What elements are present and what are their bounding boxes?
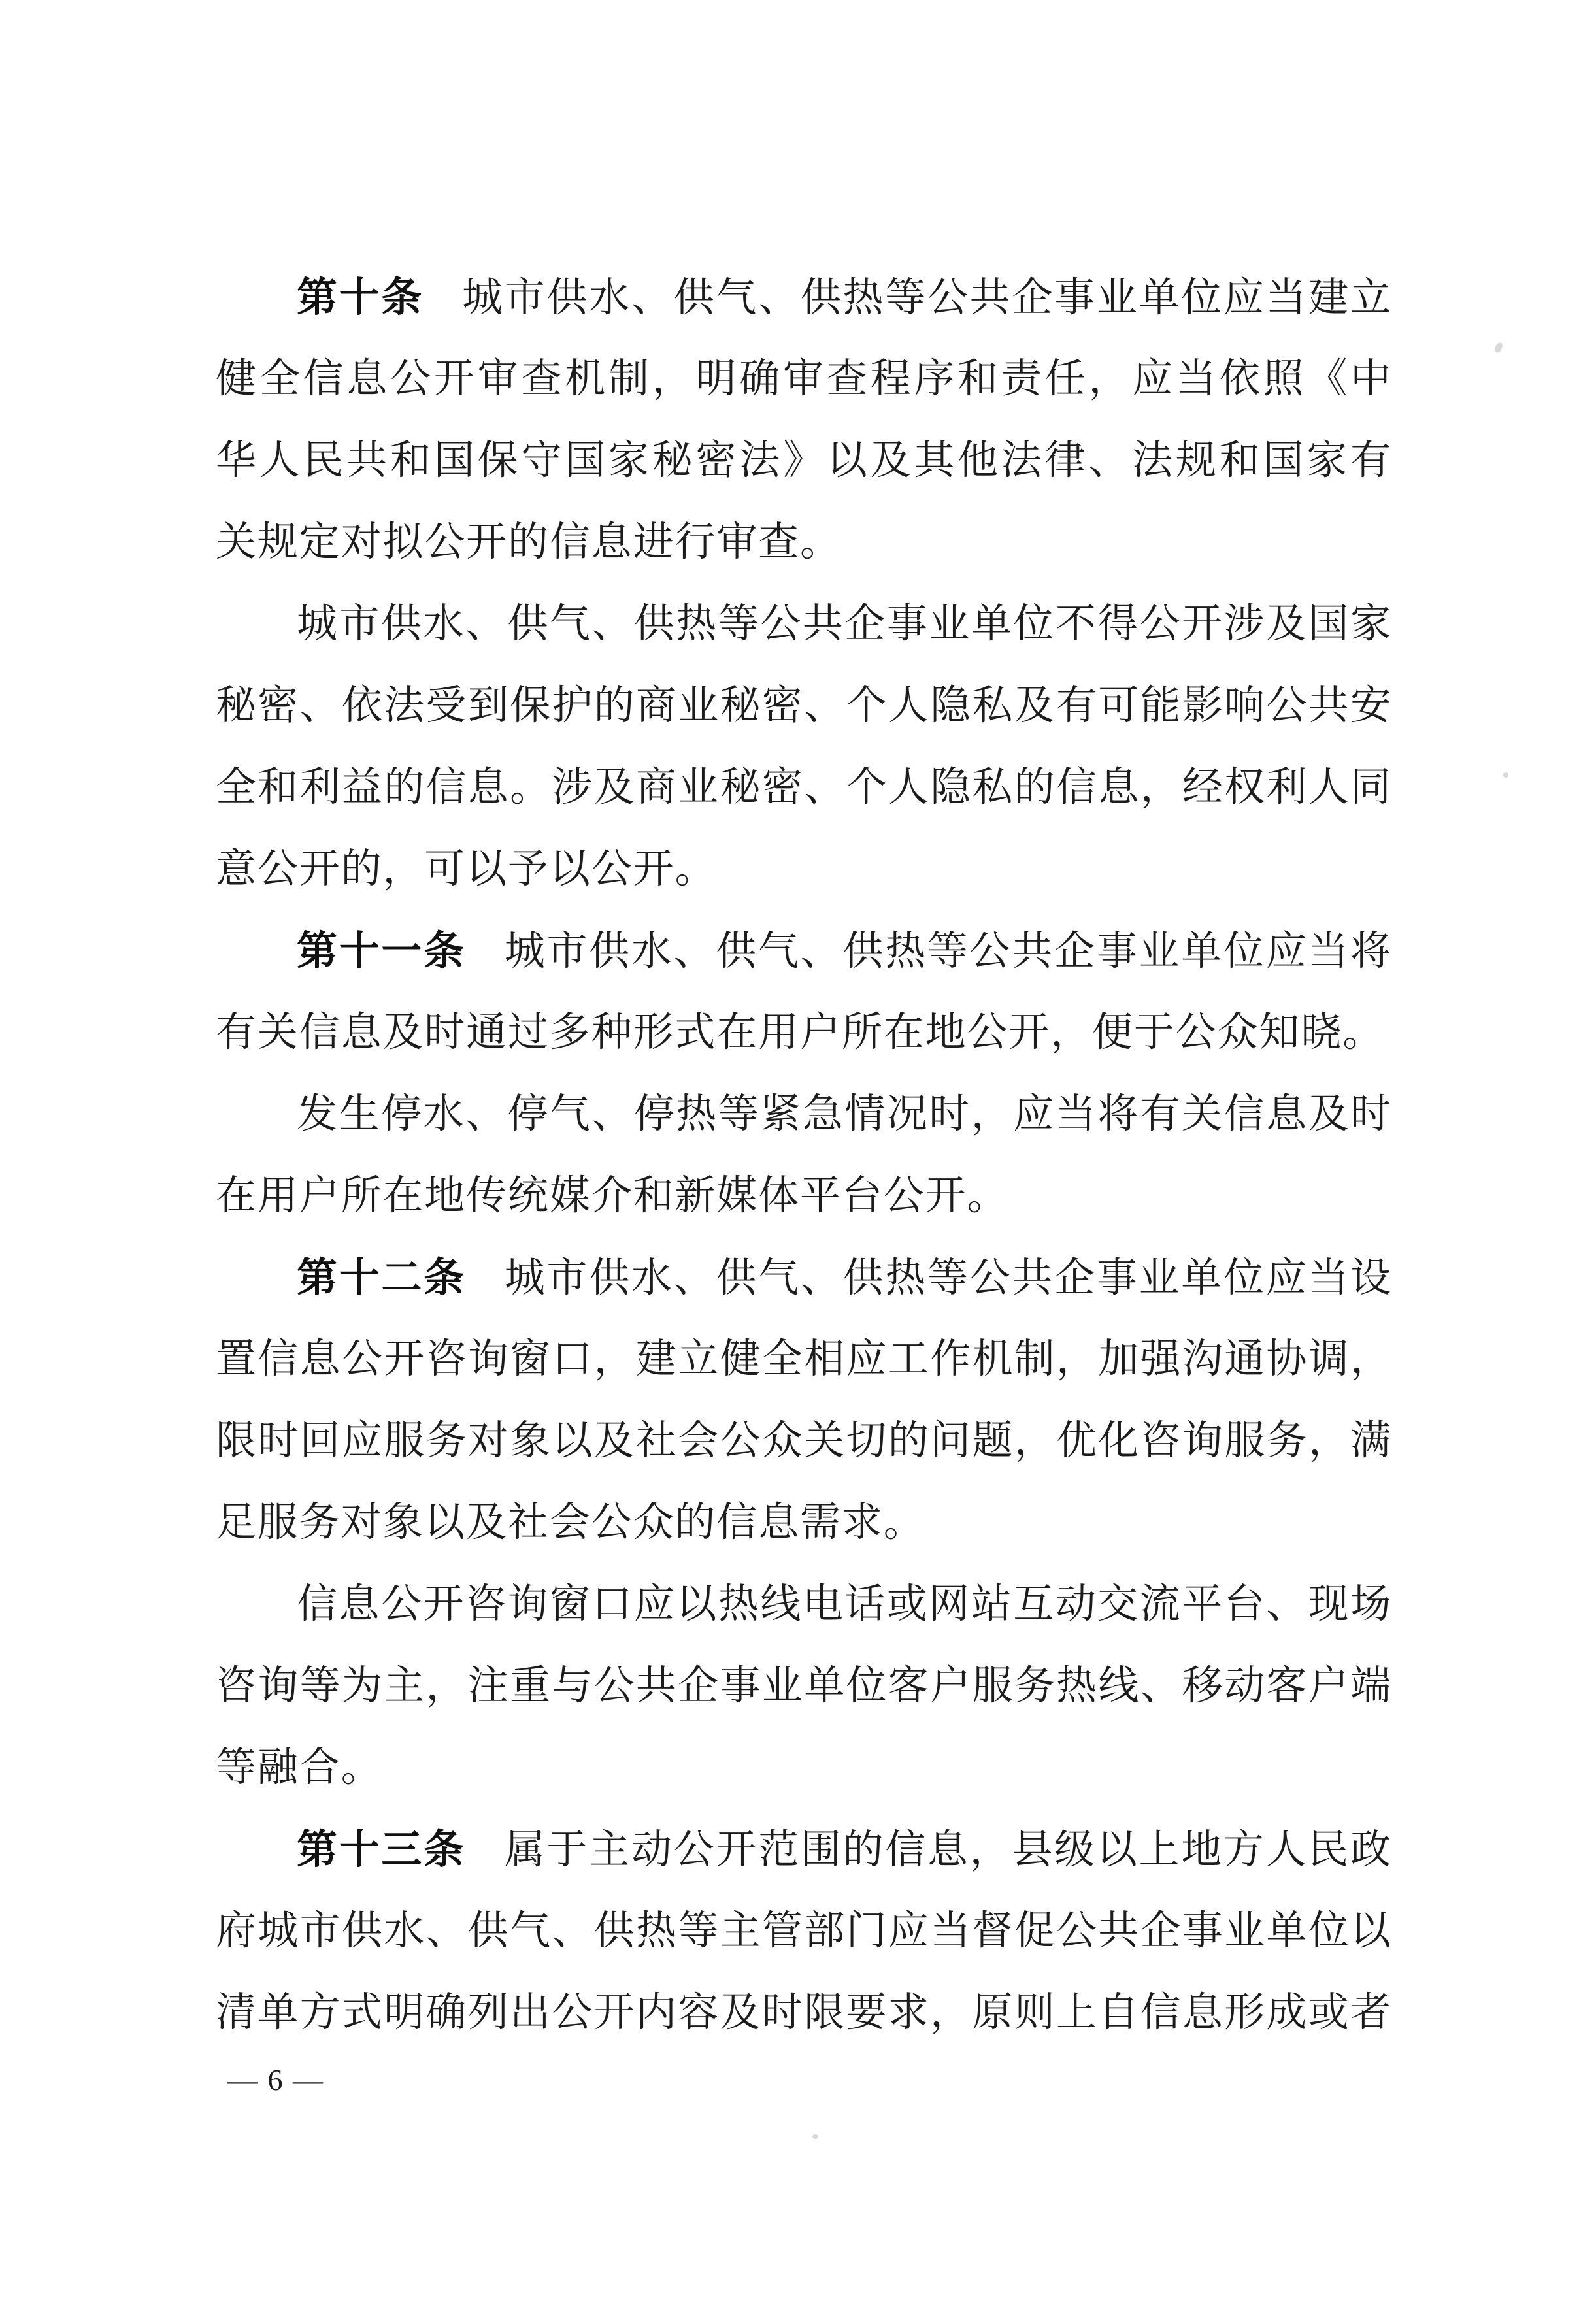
scan-speck <box>1503 772 1508 778</box>
text-block <box>216 257 1392 2054</box>
text-line: 等融合。 <box>216 1746 383 1790</box>
text-line: 华人民共和国保守国家秘密法》以及其他法律、法规和国家有 <box>216 439 1392 483</box>
article-number: 第十三条 <box>297 1827 466 1872</box>
page-number: — 6 — <box>227 2063 324 2096</box>
text-line: 有关信息及时通过多种形式在用户所在地公开，便于公众知晓。 <box>216 1010 1385 1055</box>
text-line: 府城市供水、供气、供热等主管部门应当督促公共企事业单位以 <box>216 1909 1392 1953</box>
text-line: 信息公开咨询窗口应以热线电话或网站互动交流平台、现场 <box>297 1582 1392 1627</box>
text-line: 关规定对拟公开的信息进行审查。 <box>216 520 842 565</box>
text-line: 第十一条 城市供水、供气、供热等公共企事业单位应当将 <box>297 929 1392 974</box>
text-line: 限时回应服务对象以及社会公众关切的问题，优化咨询服务，满 <box>216 1419 1392 1463</box>
article-number: 第十条 <box>297 275 424 320</box>
text-line: 发生停水、停气、停热等紧急情况时，应当将有关信息及时 <box>297 1092 1392 1136</box>
text-line: 在用户所在地传统媒介和新媒体平台公开。 <box>216 1174 1009 1218</box>
text-line: 置信息公开咨询窗口，建立健全相应工作机制，加强沟通协调， <box>216 1337 1392 1382</box>
scan-speck <box>812 2134 818 2139</box>
text-line: 第十二条 城市供水、供气、供热等公共企事业单位应当设 <box>297 1255 1392 1300</box>
text-line: 足服务对象以及社会公众的信息需求。 <box>216 1500 925 1545</box>
text-line: 咨询等为主，注重与公共企事业单位客户服务热线、移动客户端 <box>216 1664 1392 1708</box>
text-line: 城市供水、供气、供热等公共企事业单位不得公开涉及国家 <box>297 602 1392 646</box>
article-number: 第十二条 <box>297 1255 466 1300</box>
text-line: 第十三条 属于主动公开范围的信息，县级以上地方人民政 <box>297 1827 1392 1872</box>
text-line: 全和利益的信息。涉及商业秘密、个人隐私的信息，经权利人同 <box>216 765 1392 810</box>
text-line: 健全信息公开审查机制，明确审查程序和责任，应当依照《中 <box>216 357 1392 401</box>
text-line: 意公开的，可以予以公开。 <box>216 847 717 891</box>
scan-speck <box>1493 342 1504 354</box>
text-line: 清单方式明确列出公开内容及时限要求，原则上自信息形成或者 <box>216 1991 1392 2035</box>
article-number: 第十一条 <box>297 929 466 974</box>
text-line: 秘密、依法受到保护的商业秘密、个人隐私及有可能影响公共安 <box>216 684 1392 728</box>
text-line: 第十条 城市供水、供气、供热等公共企事业单位应当建立 <box>297 275 1392 320</box>
